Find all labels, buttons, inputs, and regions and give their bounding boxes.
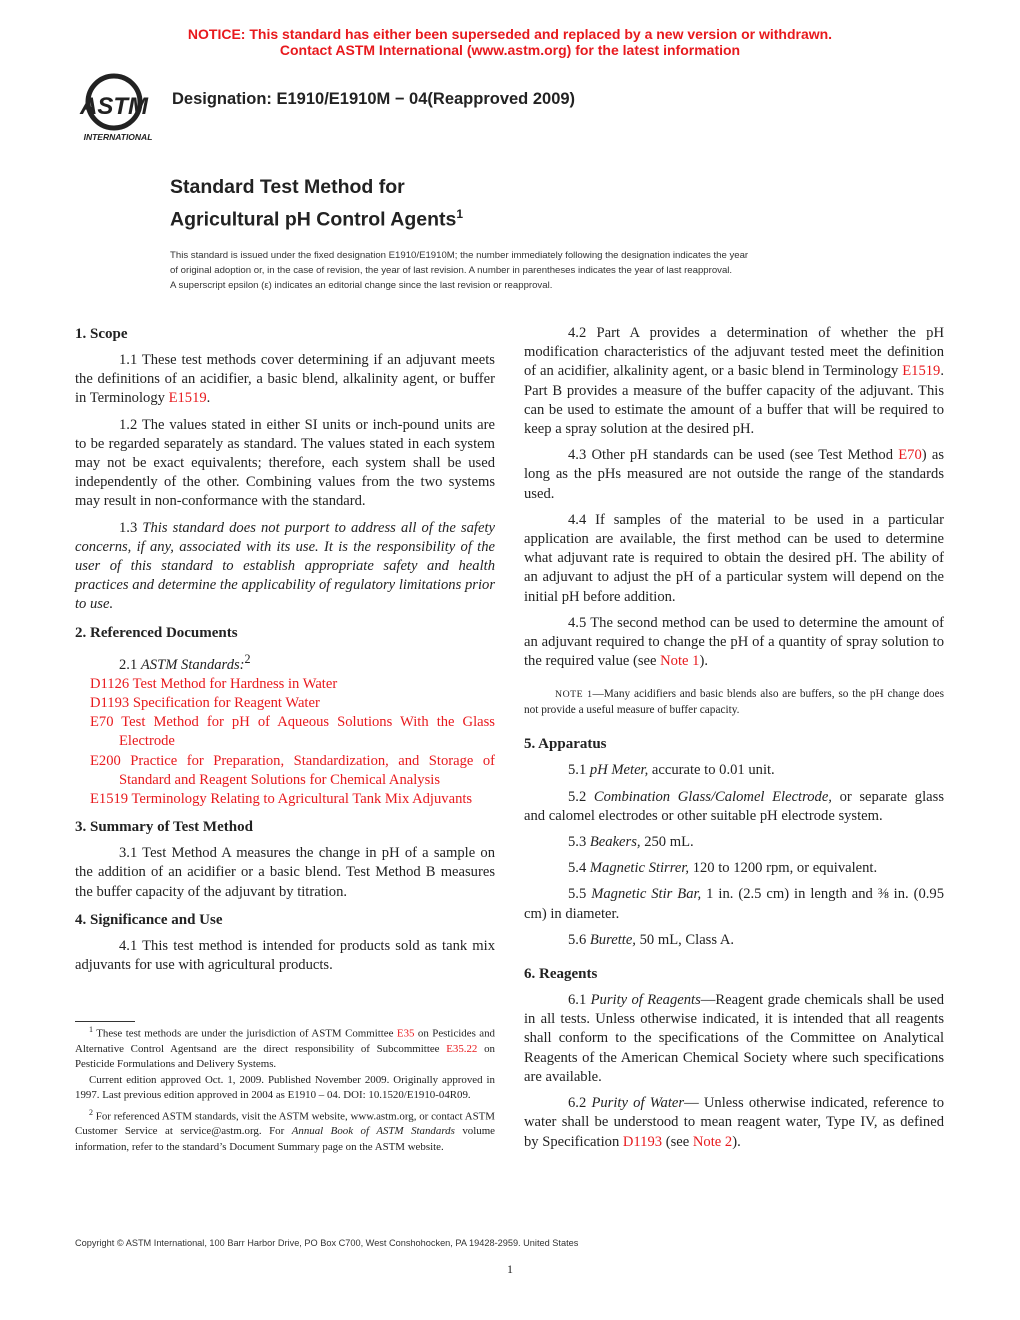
ref-title[interactable]: Practice for Preparation, Standardization, and Storage of Standard and Reagent Solutions for Chemical Analysis: [119, 752, 495, 788]
para-text: 1.1 These test methods cover determining if an adjuvant meets the definitions of an acidifier, a basic blend, alkalinity agent, or buffer in Terminology: [75, 352, 495, 407]
footnote-text: For referenced ASTM standards, visit the ASTM website, www.astm.org, or contact ASTM Customer Service at service@astm.org. For: [75, 1110, 495, 1138]
para-4-5: [524, 614, 944, 672]
astm-logo-mark: [74, 72, 162, 144]
issued-note: [170, 248, 860, 293]
para-4-1: 4.1 This test method is intended for products sold as tank mix adjuvants for use with agricultural products.: [75, 937, 495, 973]
heading-referenced-documents: 2. Referenced Documents: [75, 624, 238, 641]
footnotes: [75, 1022, 495, 1156]
para-text: (see: [662, 1133, 693, 1150]
link-note-2[interactable]: Note 2: [692, 1133, 733, 1150]
item-name: Purity of Water: [591, 1095, 685, 1112]
para-text: 50 mL, Class A.: [635, 931, 735, 948]
designation: Designation: E1910/E1910M − 04(Reapproved 2009): [172, 90, 576, 108]
ref-item[interactable]: [75, 694, 495, 713]
para-text: 4.3 Other pH standards can be used (see Test Method: [568, 447, 899, 464]
footnote-mark: 1: [89, 1025, 93, 1034]
para-num: 5.2: [568, 788, 594, 805]
apparatus-item: [524, 761, 944, 780]
ref-item[interactable]: [75, 790, 495, 809]
para-text: ).: [732, 1133, 741, 1150]
para-2-1: [75, 650, 495, 675]
ref-title[interactable]: Terminology Relating to Agricultural Tank Mix Adjuvants: [128, 790, 473, 807]
para-text: or separate glass and calomel electrodes or other suitable pH electrode system.: [524, 788, 944, 824]
copyright: Copyright © ASTM International, 100 Barr Harbor Drive, PO Box C700, West Conshohocken, PA 19428-2959. United States: [75, 1238, 579, 1248]
logo-mark-text: ASTM: [80, 93, 148, 120]
link-e35-22[interactable]: E35.22: [446, 1042, 478, 1055]
para-3-1: 3.1 Test Method A measures the change in pH of a sample on the addition of an acidifier or a basic blend. Test Method B measures the buffer capacity of the adjuvant by titration.: [75, 845, 495, 900]
item-name: Beakers,: [589, 834, 641, 851]
item-name: Magnetic Stir Bar,: [591, 886, 702, 903]
item-name: Burette,: [589, 931, 636, 948]
para-num: 5.5: [568, 886, 592, 903]
para-1-1: [75, 351, 495, 409]
issued-line: of original adoption or, in the case of revision, the year of last revision. A number in parentheses indicates the year of last reapproval.: [170, 265, 733, 276]
para-text: —Reagent grade chemicals shall be used in all tests. Unless otherwise indicated, it is intended that all reagents shall conform to the specifications of the Committee on Analytical Reagents of the American Chemical Society where such specifications are available.: [524, 992, 944, 1085]
item-name: Purity of Reagents: [590, 992, 701, 1009]
issued-line: A superscript epsilon (ε) indicates an editorial change since the last revision or reapproval.: [170, 280, 553, 291]
link-e70[interactable]: E70: [898, 447, 922, 464]
para-text: 250 mL.: [640, 834, 694, 851]
para-text: . Part B provides a measure of the buffer capacity of the adjuvant. This can be used to estimate the amount of a buffer that will be required to keep a spray solution at the desired pH.: [524, 363, 944, 438]
para-text: 4.2 Part A provides a determination of whether the pH modification characteristics of the adjuvant tested meet the definition of an acidifier, alkalinity agent, or a basic blend in Terminology: [524, 325, 944, 380]
item-name: pH Meter,: [589, 762, 649, 779]
para-4-4: 4.4 If samples of the material to be used in a particular application are available, the first method can be used to determine what adjuvant rate is required to obtain the desired pH. The ability of an adjuvant to adjust the pH of a particular system will depend on the initial pH before addition.: [524, 511, 944, 605]
ref-code[interactable]: D1126: [90, 675, 130, 692]
para-num: 5.6: [568, 931, 590, 948]
para-text: ).: [699, 653, 708, 670]
footnote-1-edition: Current edition approved Oct. 1, 2009. Published November 2009. Originally approved in 1997. Last previous edition approved in 2004 as E1910 – 04. DOI: 10.1520/E1910-04R09.: [75, 1074, 495, 1102]
left-column: [75, 324, 495, 982]
link-e1519[interactable]: E1519: [902, 363, 941, 380]
para-num: 6.2: [568, 1095, 592, 1112]
apparatus-item: [524, 859, 944, 878]
title-line-2-text: Agricultural pH Control Agents: [170, 208, 457, 231]
link-e1519[interactable]: E1519: [168, 390, 207, 407]
footnote-mark: 2: [244, 651, 251, 666]
para-num: 5.3: [568, 834, 590, 851]
page-title: [170, 174, 463, 234]
link-note-1[interactable]: Note 1: [660, 653, 700, 670]
ref-item[interactable]: [75, 713, 495, 751]
para-num: 1.3: [119, 519, 143, 536]
right-column: [524, 324, 944, 1159]
para-4-3: [524, 446, 944, 504]
para-num: 6.1: [568, 992, 591, 1009]
apparatus-item: [524, 833, 944, 852]
heading-apparatus: 5. Apparatus: [524, 736, 607, 753]
para-text: 1 in. (2.5 cm) in length and ⅜ in. (0.95 cm) in diameter.: [524, 886, 944, 922]
title-line-1: Standard Test Method for: [170, 176, 405, 198]
heading-reagents: 6. Reagents: [524, 966, 598, 983]
para-text: 120 to 1200 rpm, or equivalent.: [689, 860, 878, 877]
ref-title[interactable]: Specification for Reagent Water: [129, 694, 320, 711]
heading-significance: 4. Significance and Use: [75, 911, 223, 928]
heading-scope: 1. Scope: [75, 326, 128, 342]
para-text: — Unless otherwise indicated, reference to water shall be understood to mean reagent water, Type IV, as defined by Specification: [524, 1095, 944, 1150]
para-text: This standard does not purport to address all of the safety concerns, if any, associated with its use. It is the responsibility of the user of this standard to establish appropriate safety and health practices and determine the applicability of regulatory limitations prior to use.: [75, 519, 495, 613]
footnote-2: [75, 1105, 495, 1155]
footnote-1: [75, 1022, 495, 1072]
astm-logo: [74, 72, 162, 144]
para-text: .: [206, 390, 211, 407]
title-line-2: [170, 201, 463, 234]
ref-code[interactable]: D1193: [90, 694, 130, 711]
note-text: —Many acidifiers and basic blends also are buffers, so the pH change does not provide a useful measure of buffer capacity.: [524, 688, 944, 716]
footnote-text: volume information, refer to the standard’s Document Summary page on the ASTM website.: [75, 1125, 496, 1153]
apparatus-item: [524, 788, 944, 826]
issued-line: This standard is issued under the fixed designation E1910/E1910M; the number immediately following the designation indicates the year: [170, 250, 749, 261]
para-num: 5.4: [568, 860, 590, 877]
ref-item[interactable]: [75, 675, 495, 694]
ref-code[interactable]: E70: [90, 714, 114, 731]
footnote-text: Annual Book of ASTM Standards: [291, 1125, 455, 1138]
notice-line-2: Contact ASTM International (www.astm.org) for the latest information: [279, 42, 741, 58]
heading-summary: 3. Summary of Test Method: [75, 819, 253, 836]
footnote-text: These test methods are under the jurisdiction of ASTM Committee: [93, 1027, 397, 1040]
ref-code[interactable]: E1519: [90, 790, 129, 807]
apparatus-item: [524, 885, 944, 923]
para-6-1: [524, 991, 944, 1087]
apparatus-item: [524, 931, 944, 950]
note-1: [524, 687, 944, 718]
page-number: 1: [507, 1262, 513, 1276]
item-name: Magnetic Stirrer,: [589, 860, 690, 877]
notice-line-1: NOTICE: This standard has either been superseded and replaced by a new version or withdrawn.: [187, 26, 833, 42]
footnote-text: on Pesticides and Alternative Control Agentsand are the direct responsibility of Subcommittee: [75, 1027, 495, 1055]
ref-item[interactable]: [75, 752, 495, 790]
para-6-2: [524, 1094, 944, 1152]
para-num: 5.1: [568, 762, 590, 779]
footnote-text: on Pesticide Formulations and Delivery Systems.: [75, 1042, 495, 1071]
logo-text: INTERNATIONAL: [83, 132, 153, 142]
para-text: accurate to 0.01 unit.: [648, 762, 775, 779]
ref-code[interactable]: E200: [90, 752, 121, 769]
ref-title[interactable]: Test Method for Hardness in Water: [129, 675, 338, 692]
ref-title[interactable]: Test Method for pH of Aqueous Solutions With the Glass Electrode: [113, 714, 495, 750]
para-num: 2.1: [119, 656, 141, 673]
para-text: 4.5 The second method can be used to determine the amount of an adjuvant required to change the pH of a quantity of spray solution to the required value (see: [524, 614, 944, 670]
para-1-2: 1.2 The values stated in either SI units or inch-pound units are to be regarded separately as standard. The values stated in each system may not be exact equivalents; therefore, each system shall be used independently of the other. Combining values from the two systems may result in non-conformance with the standard.: [75, 416, 495, 510]
footnote-mark: 2: [89, 1107, 93, 1117]
item-name: Combination Glass/Calomel Electrode,: [593, 788, 832, 805]
para-text: ) as long as the pHs measured are not outside the range of the standards used.: [524, 447, 944, 502]
link-d1193[interactable]: D1193: [622, 1133, 663, 1150]
withdrawal-notice: [0, 26, 1020, 58]
para-1-3: [75, 519, 495, 615]
title-footnote-mark: 1: [456, 207, 464, 221]
link-e35[interactable]: E35: [396, 1027, 415, 1040]
para-4-2: [524, 324, 944, 439]
note-label: NOTE 1: [555, 689, 593, 701]
para-text: ASTM Standards:: [140, 656, 245, 673]
